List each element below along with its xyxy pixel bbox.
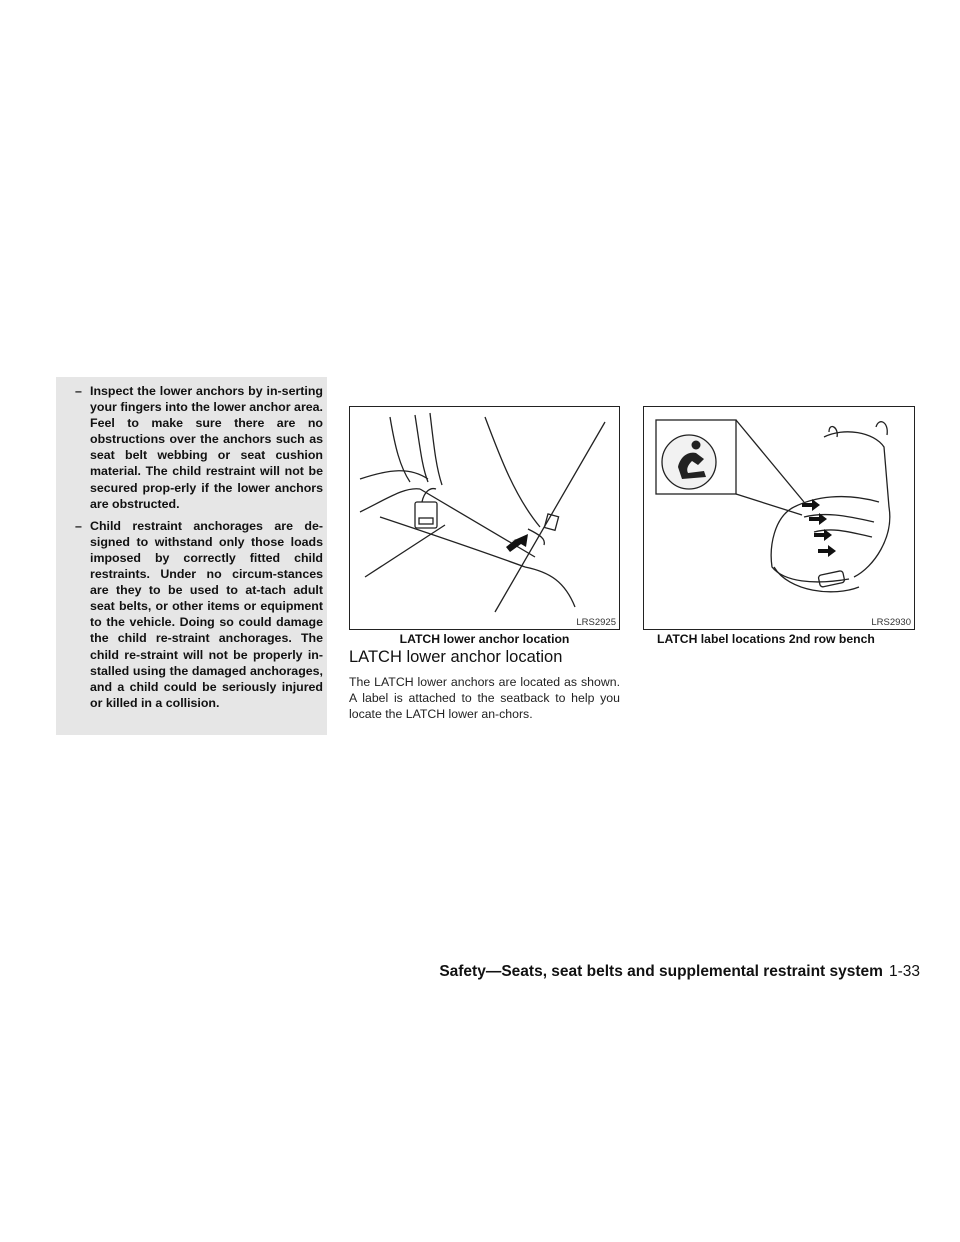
figure-caption: LATCH label locations 2nd row bench — [657, 632, 875, 646]
figure-lower-anchor — [349, 406, 620, 630]
arrow-icon — [506, 534, 528, 552]
figure-code: LRS2925 — [576, 617, 616, 628]
warning-list — [56, 383, 323, 711]
section-body: The LATCH lower anchors are located as shown. A label is attached to the seatback to help you locate the LATCH lower an-chors. — [349, 675, 620, 722]
warning-box — [56, 377, 327, 735]
seat-anchor-illustration — [350, 407, 619, 629]
warning-dash: – — [75, 384, 82, 398]
figure-code: LRS2930 — [871, 617, 911, 628]
footer-title: Safety—Seats, seat belts and supplemental restraint system — [439, 963, 883, 980]
warning-text: Child restraint anchorages are de-signed to withstand only those loads imposed by correctly fitted child restraints. Under no circum-stances are they to be used to at-tach adult seat belts, or other items or equipment to the vehicle. Doing so could damage the child re-straint anchorages. The child re-straint will not be properly in-stalled using the damaged anchorages, and a child could be seriously injured or killed in a collision. — [90, 518, 323, 710]
page-footer — [420, 963, 920, 981]
section-title: LATCH lower anchor location — [349, 648, 563, 666]
page-number: 1-33 — [888, 963, 920, 980]
warning-text: Inspect the lower anchors by in-serting your fingers into the lower anchor area. Feel to make sure there are no obstructions over the anchors such as seat belt webbing or seat cushion material. The child restraint will not be secured prop-erly if the lower anchors are obstructed. — [90, 384, 323, 511]
figure-label-locations — [643, 406, 915, 630]
figure-caption: LATCH lower anchor location — [399, 632, 570, 646]
bench-label-illustration — [644, 407, 914, 629]
warning-item — [56, 383, 323, 512]
warning-item — [56, 518, 323, 711]
warning-dash: – — [75, 518, 82, 533]
